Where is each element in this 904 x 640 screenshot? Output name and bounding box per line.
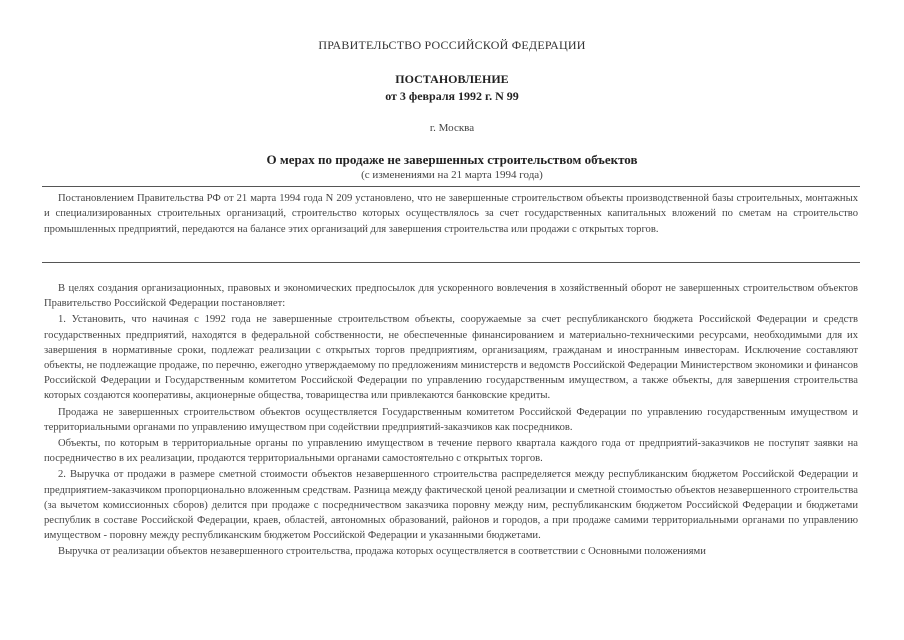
document-title: О мерах по продаже не завершенных строительством объектов bbox=[266, 152, 638, 167]
paragraph: 1. Установить, что начиная с 1992 года не завершенные строительством объекты, сооружаемые за счет республиканского бюджета Российской Федерации и средств государственных предприятий, находятся в федеральной собственности, не обеспеченные финансированием и материально-техническими ресурсами, необходимыми для их завершения в нормативные сроки, подлежат реализации с открытых торгов предприятиям, организациям, гражданам и иностранным инвесторам. Исключение составляют объекты, не подлежащие продаже, по перечню, ежегодно утверждаемому по предложениям министерств и ведомств Российской Федерации Министерством экономики и финансов Российской Федерации и Государственным комитетом Российской Федерации по управлению государственным имуществом, а также объекты, для завершения строительства которых создаются кооперативы, акционерные общества, товарищества или привлекаются банковские кредиты. bbox=[44, 314, 858, 402]
paragraph: Объекты, по которым в территориальные органы по управлению имуществом в течение первого квартала каждого года от предприятий-заказчиков не поступят заявки на посредничество в их реализации, продаются территориальными органами самостоятельно с открытых торгов. bbox=[44, 438, 858, 465]
paragraph: Выручка от реализации объектов незавершенного строительства, продажа которых осуществляется в соответствии с Основными положениями bbox=[58, 546, 706, 558]
preamble-top-rule bbox=[42, 186, 860, 187]
paragraph: 2. Выручка от продажи в размере сметной стоимости объектов незавершенного строительства распределяется между республиканским бюджетом Российской Федерации и предприятием-заказчиком пропорционально вложенным средствам. Разница между фактической ценой реализации и сметной стоимостью объектов незавершенного строительства (за вычетом комиссионных сборов) делится при продаже с посредничеством заказчика поровну между ним, республиканским бюджетом Российской Федерации и бюджетами республик в составе Российской Федерации, краев, областей, автономных образований, районов и городов, а при продаже самими территориальными органами по управлению имуществом - поровну между республиканским бюджетом Российской Федерации и указанными бюджетами. bbox=[44, 469, 858, 542]
document-date-number: от 3 февраля 1992 г. N 99 bbox=[385, 89, 519, 103]
city-line: г. Москва bbox=[429, 122, 475, 134]
government-heading: ПРАВИТЕЛЬСТВО РОССИЙСКОЙ ФЕДЕРАЦИИ bbox=[318, 38, 586, 52]
paragraph: Продажа не завершенных строительством объектов осуществляется Государственным комитетом Российской Федерации по управлению государственным имуществом и территориальными органами по управлению имуществом при содействии предприятий-заказчиков как посредников. bbox=[44, 406, 858, 433]
preamble-bottom-rule bbox=[42, 262, 860, 263]
paragraph: В целях создания организационных, правовых и экономических предпосылок для ускоренного вовлечения в хозяйственный оборот не завершенных строительством объектов Правительство Российской Федерации постановляет: bbox=[44, 283, 858, 310]
document-type: ПОСТАНОВЛЕНИЕ bbox=[395, 72, 509, 86]
amendment-note: (с изменениями на 21 марта 1994 года) bbox=[361, 169, 543, 181]
preamble-text: Постановлением Правительства РФ от 21 марта 1994 года N 209 установлено, что не завершенные строительством объекты производственной базы строительных, монтажных и специализированных строительных организаций, строительство которых осуществлялось за счет государственных капитальных вложений по сметам на строительство промышленных предприятий, передаются на балансе этих организаций для завершения строительства или продажи с открытых торгов. bbox=[44, 193, 858, 235]
document-body bbox=[44, 281, 858, 561]
